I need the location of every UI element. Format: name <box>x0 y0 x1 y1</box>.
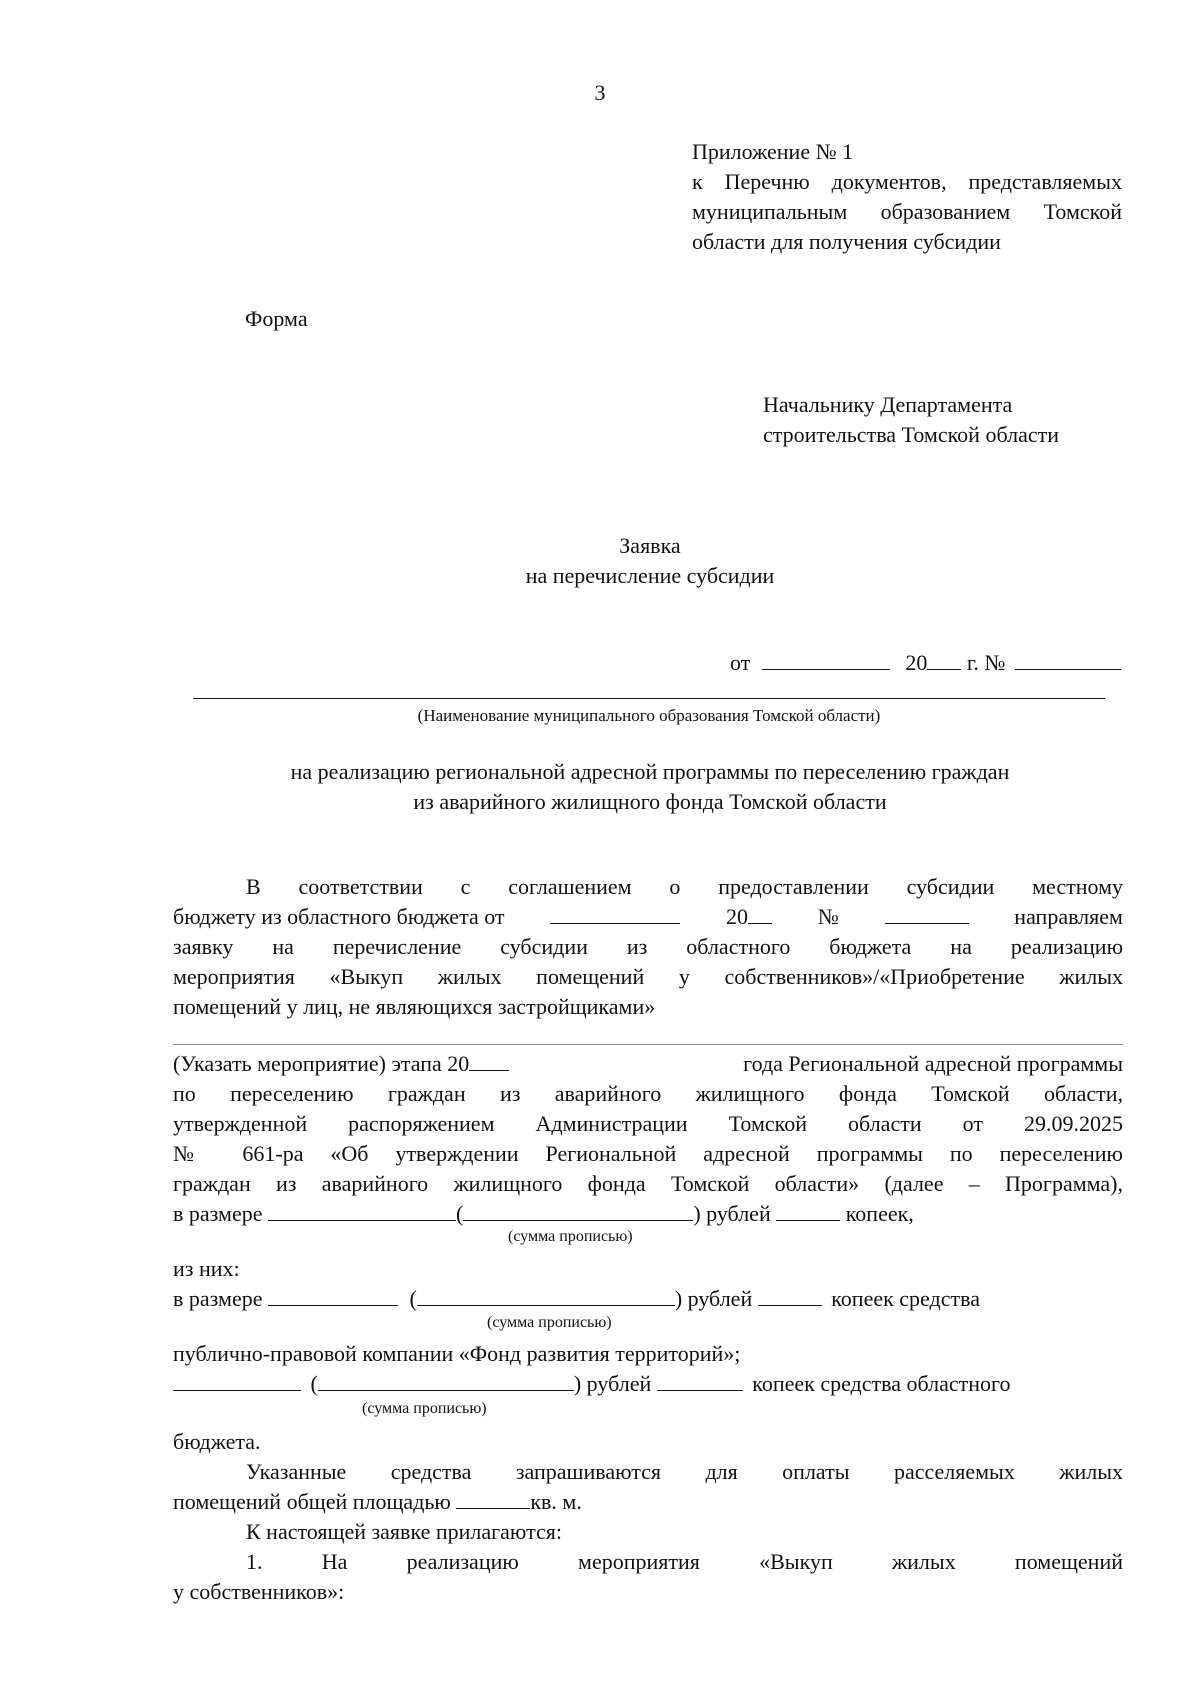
appendix-line-2: к Перечню документов, представляемых <box>692 169 1122 194</box>
item1-line-1: 1. На реализацию мероприятия «Выкуп жилых помещений <box>246 1549 1123 1574</box>
agreement-number-label: № <box>817 904 839 929</box>
total-kopecks-blank[interactable] <box>776 1200 840 1221</box>
fund-amount-prefix: в размере <box>173 1286 263 1311</box>
fund-kopecks-label: копеек средства <box>831 1286 980 1311</box>
title-line-1: Заявка <box>619 533 681 558</box>
area-unit-label: кв. м. <box>530 1489 582 1514</box>
total-amount-prefix: в размере <box>173 1201 263 1226</box>
form-label: Форма <box>245 306 308 331</box>
para1-line-2-end: направляем <box>1014 904 1123 929</box>
fund-rubles-label: ) рублей <box>674 1286 753 1311</box>
addressee-line-1: Начальнику Департамента <box>763 392 1013 417</box>
para1-line-5: помещений у лиц, не являющихся застройщиками» <box>173 994 656 1019</box>
date-year-blank[interactable] <box>927 649 961 670</box>
agreement-year-blank[interactable] <box>748 903 772 924</box>
total-amount-row: в размере ( ) рублей копеек, <box>173 1201 914 1226</box>
date-line <box>730 648 1121 678</box>
appendix-line-4: области для получения субсидии <box>692 229 1001 254</box>
total-kopecks-label: копеек, <box>845 1201 914 1226</box>
fund-amount-number-blank[interactable] <box>268 1285 398 1306</box>
regional-rubles-label: ) рублей <box>573 1371 652 1396</box>
appendix-line-3: муниципальным образованием Томской <box>692 199 1122 224</box>
event-line[interactable] <box>173 1044 1123 1045</box>
regional-amount-number-blank[interactable] <box>173 1370 301 1391</box>
date-number-blank[interactable] <box>1015 649 1121 670</box>
fund-amount-row: в размере ( ) рублей копеек средства <box>173 1286 980 1311</box>
regional-amount-words-blank[interactable] <box>318 1370 574 1391</box>
area-blank[interactable] <box>456 1488 530 1509</box>
date-year-prefix: 20 <box>905 650 928 675</box>
page-number: 3 <box>594 80 606 105</box>
para1-line-1: В соответствии с соглашением о предоставлении субсидии местному <box>246 874 1123 899</box>
para2-line-1-a: (Указать мероприятие) этапа 20 <box>173 1051 470 1076</box>
agreement-number-blank[interactable] <box>885 903 969 924</box>
title-line-2: на перечисление субсидии <box>525 563 775 588</box>
para3-line-1: Указанные средства запрашиваются для оплаты расселяемых жилых <box>246 1459 1123 1484</box>
fund-amount-caption: (сумма прописью) <box>487 1314 612 1331</box>
date-from-label: от <box>730 650 751 675</box>
stage-year-blank[interactable] <box>469 1050 509 1071</box>
purpose-block <box>150 757 1150 817</box>
regional-kopecks-label: копеек средства областного <box>752 1371 1011 1396</box>
date-number-label: г. № <box>966 650 1006 675</box>
total-amount-words-blank[interactable] <box>463 1200 693 1221</box>
para2-line-4: № 661-ра «Об утверждении Региональной адресной программы по переселению <box>173 1141 1123 1166</box>
para2-line-3: утвержденной распоряжением Администрации Томской области от 29.09.2025 <box>173 1111 1123 1136</box>
regional-amount-row: ( ) рублей копеек средства областного <box>173 1369 1011 1399</box>
appendix-line-1: Приложение № 1 <box>692 139 854 164</box>
purpose-line-2: из аварийного жилищного фонда Томской области <box>413 789 887 814</box>
title-subline <box>400 561 900 591</box>
addressee-line-2: строительства Томской области <box>763 422 1059 447</box>
item1-line-2: у собственников»: <box>173 1579 345 1604</box>
paragraph-2 <box>173 1049 1123 1229</box>
para2-line-1-b: года Региональной адресной программы <box>743 1051 1123 1076</box>
para2-line-5: граждан из аварийного жилищного фонда Томской области» (далее – Программа), <box>173 1171 1123 1196</box>
date-blank[interactable] <box>762 649 890 670</box>
para1-line-2 <box>173 902 1123 932</box>
total-amount-caption: (сумма прописью) <box>508 1228 633 1245</box>
appendix-block <box>692 137 1122 257</box>
para3-area-label: помещений общей площадью <box>173 1489 451 1514</box>
document-title <box>0 531 1200 561</box>
attachment-item-1 <box>173 1547 1123 1607</box>
paragraph-1 <box>173 872 1123 1022</box>
para1-line-4: мероприятия «Выкуп жилых помещений у собственников»/«Приобретение жилых <box>173 964 1123 989</box>
purpose-line-1: на реализацию региональной адресной программы по переселению граждан <box>290 759 1010 784</box>
para2-line-2: по переселению граждан из аварийного жилищного фонда Томской области, <box>173 1081 1123 1106</box>
municipality-name-line[interactable] <box>193 698 1105 699</box>
total-amount-number-blank[interactable] <box>268 1200 456 1221</box>
regional-kopecks-blank[interactable] <box>657 1370 743 1391</box>
para3-line-2 <box>173 1487 1123 1517</box>
paragraph-3 <box>173 1457 1123 1517</box>
fund-continuation: публично-правовой компании «Фонд развития территорий»; <box>173 1341 741 1366</box>
fund-kopecks-blank[interactable] <box>758 1285 822 1306</box>
para1-line-2-text: бюджету из областного бюджета от <box>173 904 505 929</box>
addressee-block <box>763 390 1123 450</box>
regional-amount-caption: (сумма прописью) <box>362 1400 487 1417</box>
total-rubles-label: ) рублей <box>693 1201 771 1226</box>
of-them-label: из них: <box>173 1256 240 1281</box>
attachments-intro: К настоящей заявке прилагаются: <box>246 1519 562 1544</box>
fund-amount-words-blank[interactable] <box>417 1285 675 1306</box>
municipality-caption: (Наименование муниципального образования Томской области) <box>417 706 881 725</box>
para2-line-1 <box>173 1049 1123 1079</box>
regional-continuation: бюджета. <box>173 1429 261 1454</box>
agreement-year-prefix: 20 <box>726 904 749 929</box>
para1-line-3: заявку на перечисление субсидии из областного бюджета на реализацию <box>173 934 1123 959</box>
agreement-date-blank[interactable] <box>550 903 680 924</box>
